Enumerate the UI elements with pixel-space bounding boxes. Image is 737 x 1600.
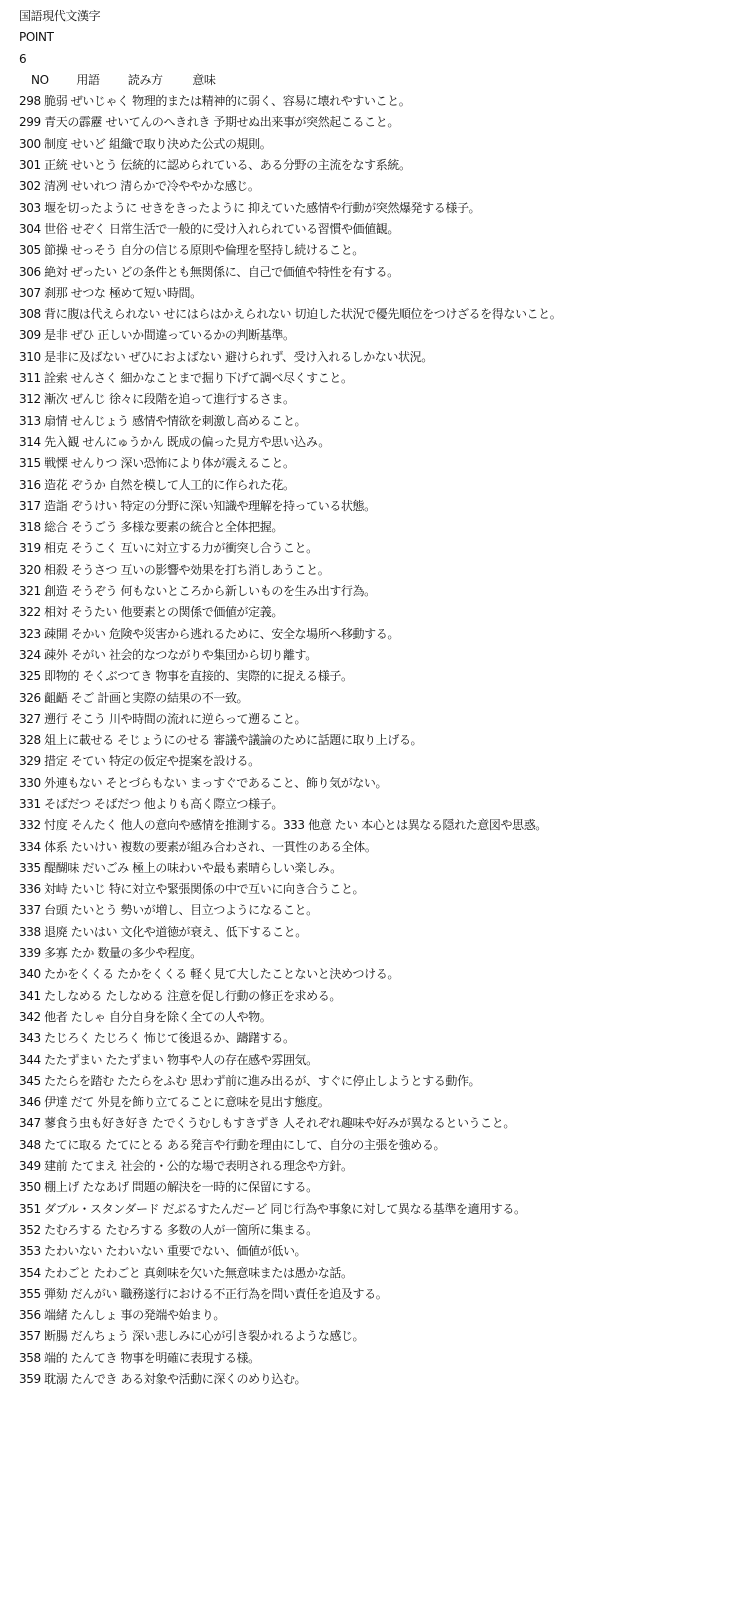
list-item: 332 忖度 そんたく 他人の意向や感情を推測する。333 他意 たい 本心とは異なる隠れた意図や思惑。 — [19, 818, 547, 833]
list-item: 334 体系 たいけい 複数の要素が組み合わされ、一貫性のある全体。 — [19, 839, 377, 854]
list-item: 311 詮索 せんさく 細かなことまで掘り下げて調べ尽くすこと。 — [19, 371, 353, 386]
list-item: 302 清冽 せいれつ 清らかで冷ややかな感じ。 — [19, 179, 260, 194]
list-item: 337 台頭 たいとう 勢いが増し、目立つようになること。 — [19, 903, 318, 918]
list-item: 318 総合 そうごう 多様な要素の統合と全体把握。 — [19, 520, 283, 535]
list-item: 342 他者 たしゃ 自分自身を除く全ての人や物。 — [19, 1009, 272, 1024]
list-item: 359 耽溺 たんでき ある対象や活動に深くのめり込む。 — [19, 1372, 307, 1386]
list-item: 331 そばだつ そばだつ 他よりも高く際立つ様子。 — [19, 796, 283, 811]
list-item: 317 造詣 ぞうけい 特定の分野に深い知識や理解を持っている状態。 — [19, 498, 376, 513]
list-item: 347 蓼食う虫も好き好き たでくうむしもすきずき 人それぞれ趣味や好みが異なるということ。 — [19, 1116, 515, 1131]
list-item: 309 是非 ぜひ 正しいか間違っているかの判断基準。 — [19, 328, 295, 343]
list-item: 355 弾劾 だんがい 職務遂行における不正行為を問い責任を追及する。 — [19, 1286, 388, 1301]
list-item: 336 対峙 たいじ 特に対立や緊張関係の中で互いに向き合うこと。 — [19, 882, 365, 897]
list-item: 353 たわいない たわいない 重要でない、価値が低い。 — [19, 1244, 307, 1259]
list-item: 354 たわごと たわごと 真剣味を欠いた無意味または愚かな話。 — [19, 1265, 353, 1280]
list-item: 308 背に腹は代えられない せにはらはかえられない 切迫した状況で優先順位をつけざるを得ないこと。 — [19, 307, 562, 322]
list-item: 321 創造 そうぞう 何もないところから新しいものを生み出す行為。 — [19, 584, 376, 599]
list-item: 322 相対 そうたい 他要素との関係で価値が定義。 — [19, 605, 283, 620]
list-item: 303 堰を切ったように せきをきったように 抑えていた感情や行動が突然爆発する様子。 — [19, 200, 481, 215]
list-item: 344 たたずまい たたずまい 物事や人の存在感や雰囲気。 — [19, 1052, 318, 1067]
entry-list — [19, 91, 737, 1390]
list-item: 301 正統 せいとう 伝統的に認められている、ある分野の主流をなす系統。 — [19, 158, 411, 173]
list-item: 348 たてに取る たてにとる ある発言や行動を理由にして、自分の主張を強める。 — [19, 1137, 446, 1152]
document-subtitle: POINT — [19, 30, 54, 45]
list-item: 299 青天の霹靂 せいてんのへきれき 予期せぬ出来事が突然起こること。 — [19, 115, 399, 130]
list-item: 324 疎外 そがい 社会的なつながりや集団から切り離す。 — [19, 647, 317, 662]
list-item: 335 醍醐味 だいごみ 極上の味わいや最も素晴らしい楽しみ。 — [19, 860, 342, 875]
list-item: 340 たかをくくる たかをくくる 軽く見て大したことないと決めつける。 — [19, 967, 399, 982]
list-item: 320 相殺 そうさつ 互いの影響や効果を打ち消しあうこと。 — [19, 562, 330, 577]
list-item: 305 節操 せっそう 自分の信じる原則や倫理を堅持し続けること。 — [19, 243, 364, 258]
list-item: 304 世俗 せぞく 日常生活で一般的に受け入れられている習慣や価値観。 — [19, 221, 399, 236]
list-item: 300 制度 せいど 組織で取り決めた公式の規則。 — [19, 136, 272, 151]
list-item: 338 退廃 たいはい 文化や道徳が衰え、低下すること。 — [19, 924, 307, 939]
list-item: 330 外連もない そとづらもない まっすぐであること、飾り気がない。 — [19, 775, 388, 790]
list-item: 358 端的 たんてき 物事を明確に表現する様。 — [19, 1350, 260, 1365]
table-header — [19, 70, 737, 91]
section-number: 6 — [19, 51, 27, 66]
list-item: 329 措定 そてい 特定の仮定や提案を設ける。 — [19, 754, 260, 769]
list-item: 314 先入観 せんにゅうかん 既成の偏った見方や思い込み。 — [19, 434, 330, 449]
list-item: 325 即物的 そくぶつてき 物事を直接的、実際的に捉える様子。 — [19, 669, 353, 684]
list-item: 345 たたらを踏む たたらをふむ 思わず前に進み出るが、すぐに停止しようとする動作。 — [19, 1073, 481, 1088]
list-item: 298 脆弱 ぜいじゃく 物理的または精神的に弱く、容易に壊れやすいこと。 — [19, 94, 411, 109]
list-item: 351 ダブル・スタンダード だぶるすたんだーど 同じ行為や事象に対して異なる基準を適用する。 — [19, 1201, 526, 1216]
list-item: 350 棚上げ たなあげ 問題の解決を一時的に保留にする。 — [19, 1180, 318, 1195]
list-item: 319 相克 そうこく 互いに対立する力が衝突し合うこと。 — [19, 541, 318, 556]
list-item: 310 是非に及ばない ぜひにおよばない 避けられず、受け入れるしかない状況。 — [19, 349, 433, 364]
list-item: 315 戦慄 せんりつ 深い恐怖により体が震えること。 — [19, 456, 295, 471]
list-item: 339 多寡 たか 数量の多少や程度。 — [19, 946, 202, 961]
list-item: 352 たむろする たむろする 多数の人が一箇所に集まる。 — [19, 1222, 318, 1237]
list-item: 346 伊達 だて 外見を飾り立てることに意味を見出す態度。 — [19, 1095, 330, 1110]
list-item: 313 扇情 せんじょう 感情や情欲を刺激し高めること。 — [19, 413, 307, 428]
list-item: 312 漸次 ぜんじ 徐々に段階を追って進行するさま。 — [19, 392, 295, 407]
list-item: 341 たしなめる たしなめる 注意を促し行動の修正を求める。 — [19, 988, 341, 1003]
list-item: 306 絶対 ぜったい どの条件とも無関係に、自己で価値や特性を有する。 — [19, 264, 399, 279]
list-item: 356 端緒 たんしょ 事の発端や始まり。 — [19, 1308, 225, 1323]
list-item: 349 建前 たてまえ 社会的・公的な場で表明される理念や方針。 — [19, 1159, 353, 1174]
list-item: 323 疎開 そかい 危険や災害から逃れるために、安全な場所へ移動する。 — [19, 626, 399, 641]
list-item: 327 遡行 そこう 川や時間の流れに逆らって遡ること。 — [19, 711, 307, 726]
header-term: 用語 — [76, 72, 100, 87]
list-item: 316 造花 ぞうか 自然を模して人工的に作られた花。 — [19, 477, 295, 492]
document-title: 国語現代文漢字 — [19, 9, 101, 23]
list-item: 307 刹那 せつな 極めて短い時間。 — [19, 285, 202, 300]
list-item: 343 たじろく たじろく 怖じて後退るか、躊躇する。 — [19, 1031, 295, 1046]
header-meaning: 意味 — [192, 72, 216, 87]
header-no: NO — [31, 72, 49, 87]
header-reading: 読み方 — [127, 72, 163, 87]
list-item: 328 俎上に載せる そじょうにのせる 審議や議論のために話題に取り上げる。 — [19, 733, 423, 748]
list-item: 326 齟齬 そご 計画と実際の結果の不一致。 — [19, 690, 249, 705]
list-item: 357 断腸 だんちょう 深い悲しみに心が引き裂かれるような感じ。 — [19, 1329, 365, 1344]
